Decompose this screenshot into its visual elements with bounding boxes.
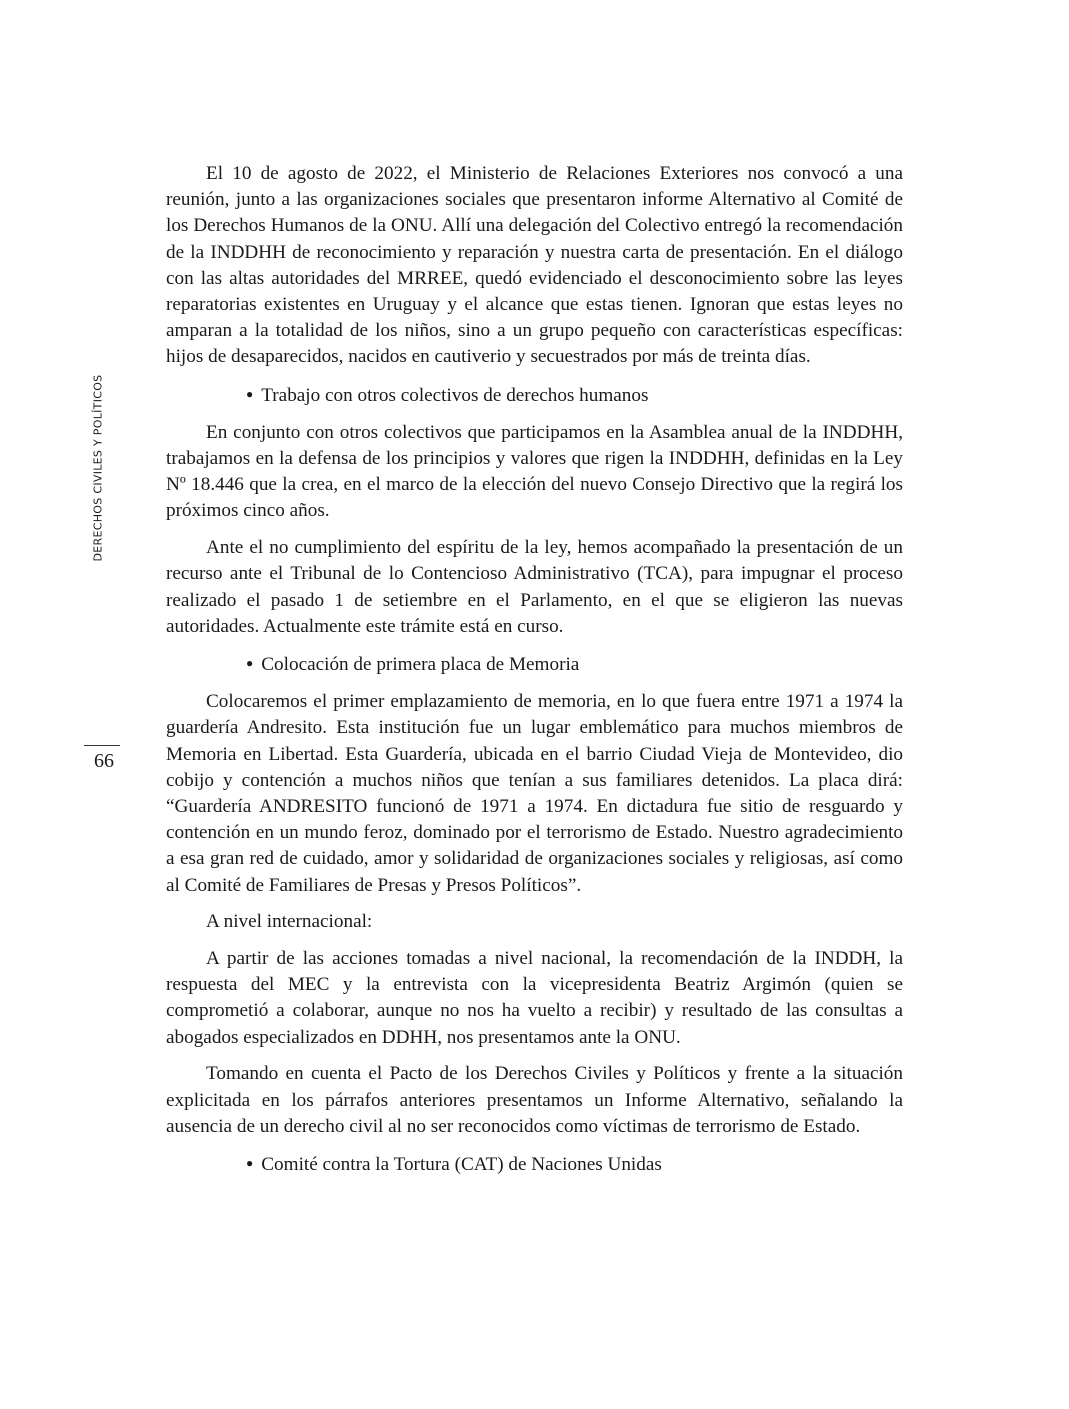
paragraph: Tomando en cuenta el Pacto de los Derechos Civiles y Políticos y frente a la situación explicitada en los párrafos anteriores presentamos un Informe Alternativo, señalando la ausencia de un derecho civil al no ser reconocidos como víctimas de terrorismo de Estado. (166, 1063, 903, 1137)
bullet-text: Colocación de primera placa de Memoria (261, 654, 580, 676)
bullet-item (166, 650, 903, 678)
bullet-text: Trabajo con otros colectivos de derechos humanos (261, 385, 649, 407)
paragraph: En conjunto con otros colectivos que participamos en la Asamblea anual de la INDDHH, trabajamos en la defensa de los principios y valores que rigen la INDDHH, definidas en la Ley Nº 18.446 que la crea, en el marco de la elección del nuevo Consejo Directivo que la regirá los próximos cinco años. (166, 421, 903, 522)
bullet-icon: ● (246, 1156, 254, 1171)
bullet-item (166, 381, 903, 409)
paragraph: Ante el no cumplimiento del espíritu de la ley, hemos acompañado la presentación de un recurso ante el Tribunal de lo Contencioso Administrativo (TCA), para impugnar el proceso realizado el pasado 1 de setiembre en el Parlamento, en el que se eligieron las nuevas autoridades. Actualmente este trámite está en curso. (166, 537, 903, 637)
paragraph: El 10 de agosto de 2022, el Ministerio de Relaciones Exteriores nos convocó a una reunión, junto a las organizaciones sociales que presentaron informe Alternativo al Comité de los Derechos Humanos de la ONU. Allí una delegación del Colectivo entregó la recomendación de la INDDHH de reconocimiento y reparación y nuestra carta de presentación. En el diálogo con las altas autoridades del MRREE, quedó evidenciado el desconocimiento sobre las leyes reparatorias existentes en Uruguay y el alcance que estas tienen. Ignoran que estas leyes no amparan a la totalidad de los niños, sino a un grupo pequeño con características específicas: hijos de desaparecidos, nacidos en cautiverio y secuestrados por más de treinta días. (166, 163, 903, 368)
page-number-rule (84, 745, 120, 746)
bullet-text: Comité contra la Tortura (CAT) de Naciones Unidas (261, 1154, 662, 1176)
page-number: 66 (94, 750, 114, 772)
subheading: A nivel internacional: (206, 911, 373, 933)
bullet-item (166, 1150, 903, 1178)
body-text (166, 161, 903, 1189)
bullet-icon: ● (246, 656, 254, 671)
paragraph: A partir de las acciones tomadas a nivel nacional, la recomendación de la INDDH, la respuesta del MEC y la entrevista con la vicepresidenta Beatriz Argimón (quien se comprometió a colaborar, aunque no nos ha vuelto a recibir) y resultado de las consultas a abogados especializados en DDHH, nos presentamos ante la ONU. (166, 947, 903, 1048)
paragraph: Colocaremos el primer emplazamiento de memoria, en lo que fuera entre 1971 a 1974 la guardería Andresito. Esta institución fue un lugar emblemático para muchos miembros de Memoria en Libertad. Esta Guardería, ubicada en el barrio Ciudad Vieja de Montevideo, dio cobijo y contención a muchos niños que tenían a sus familiares detenidos. La placa dirá: “Guardería ANDRESITO funcionó de 1971 a 1974. En dictadura fue sitio de resguardo y contención en un mundo feroz, dominado por el terrorismo de Estado. Nuestro agradecimiento a esa gran red de cuidado, amor y solidaridad de organizaciones sociales y religiosas, así como al Comité de Familiares de Presas y Presos Políticos”. (166, 691, 903, 896)
bullet-icon: ● (246, 387, 254, 402)
section-label-text: DERECHOS CIVILES Y POLÍTICOS (91, 374, 105, 562)
